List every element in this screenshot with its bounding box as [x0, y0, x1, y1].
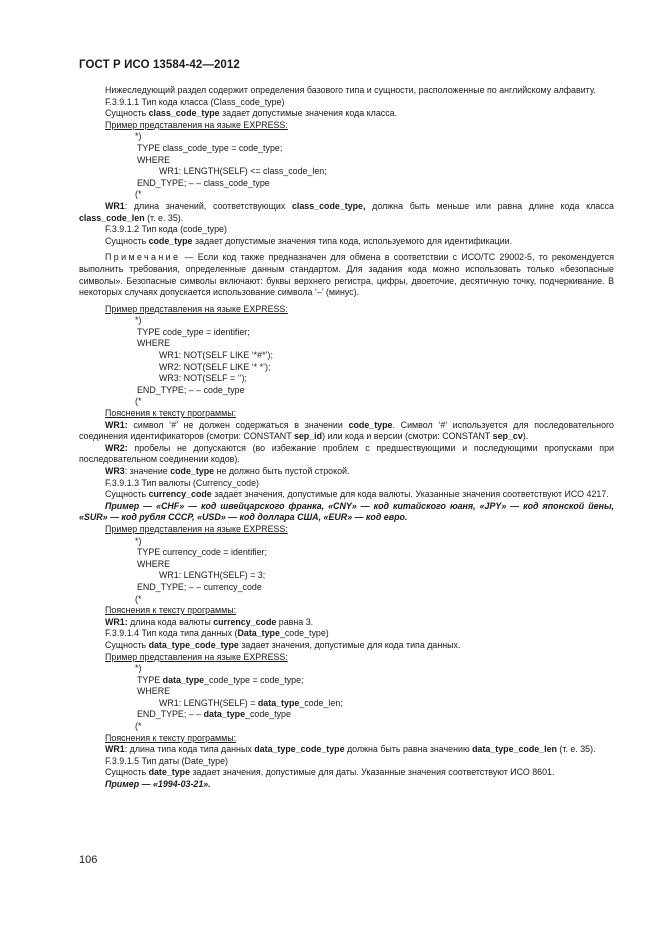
section-heading-currency-code: F.3.9.1.3 Тип валюты (Currency_code) [105, 477, 259, 488]
express-example-label: Пример представления на языке EXPRESS: [105, 523, 288, 534]
wr2-explanation: WR2: пробелы не допускаются (во избежание проблем с предшествующими и последующими пропусками при последовательном соединении кодов). [79, 442, 614, 465]
code-line: (* [135, 721, 142, 732]
section-heading-code-type: F.3.9.1.2 Тип кода (code_type) [105, 224, 227, 235]
date-example: Пример — «1994-03-21». [105, 779, 211, 790]
note-label: Примечание [105, 252, 181, 263]
code-line: END_TYPE; – – code_type [137, 384, 245, 395]
intro-paragraph: Нижеследующий раздел содержит определения базового типа и сущности, расположенные по английскому алфавиту. [105, 85, 596, 95]
wr1-explanation: WR1: длина кода валюты currency_code равна 3. [105, 616, 314, 627]
document-body [79, 85, 614, 791]
code-line: TYPE class_code_type = code_type; [137, 142, 283, 153]
code-line: WHERE [137, 558, 171, 569]
code-line: *) [135, 131, 142, 142]
date-type-description: Сущность date_type задает значения, допустимые для даты. Указанные значения соответствуют ИСО 8601. [105, 767, 555, 778]
section-heading-class-code-type: F.3.9.1.1 Тип кода класса (Class_code_type) [105, 96, 285, 107]
code-line: *) [135, 535, 142, 546]
currency-code-description: Сущность currency_code задает значения, допустимые для кода валюты. Указанные значения соответствуют ИСО 4217. [105, 489, 609, 500]
program-explanation-label: Пояснения к тексту программы: [105, 408, 237, 419]
wr3-explanation: WR3: значение code_type не должно быть пустой строкой. [105, 466, 350, 476]
wr1-explanation: WR1: длина типа кода типа данных data_type_code_type должна быть равна значению data_type_code_len (т. е. 35). [105, 744, 596, 755]
code-line: WHERE [137, 338, 171, 349]
code-line: (* [135, 593, 142, 604]
code-line: TYPE currency_code = identifier; [137, 547, 267, 558]
express-example-label: Пример представления на языке EXPRESS: [105, 651, 288, 662]
program-explanation-label: Пояснения к тексту программы: [105, 732, 237, 743]
page-number: 106 [79, 854, 98, 866]
code-line: WHERE [137, 686, 171, 697]
note-paragraph: Примечание — Если код также предназначен для обмена в соответствии с ИСО/ТС 29002-5, то рекомендуется выполнить требования, определенные данным стандартом. Для задания кода можно использовать только «безопасные символы». Безопасные символы включают: буквы верхнего регистра, цифры, двоеточие, десятичную точку, подчеркивание. В некоторых случаях допускается использование символа ‘–’ (минус). [79, 252, 614, 298]
code-line: TYPE data_type_code_type = code_type; [137, 674, 304, 685]
currency-example: Пример — «CHF» — код швейцарского франка, «CNY» — код китайского юаня, «JPY» — код японской йены, «SUR» — код рубля СССР, «USD» — код доллара США, «EUR» — код евро. [79, 500, 614, 523]
class-code-type-description: Сущность class_code_type задает допустимые значения кода класса. [105, 108, 398, 119]
data-type-code-type-description: Сущность data_type_code_type задает значения, допустимые для кода типа данных. [105, 639, 461, 650]
code-line: (* [135, 396, 142, 407]
document-header: ГОСТ Р ИСО 13584-42—2012 [79, 59, 240, 71]
code-line: WR1: LENGTH(SELF) = 3; [159, 570, 266, 581]
section-heading-date-type: F.3.9.1.5 Тип даты (Date_type) [105, 755, 228, 766]
code-line: END_TYPE; – – currency_code [137, 581, 262, 592]
code-line: (* [135, 189, 142, 200]
section-heading-data-type-code-type: F.3.9.1.4 Тип кода типа данных (Data_type_code_type) [105, 628, 329, 639]
wr-explanation: WR1: длина значений, соответствующих class_code_type, должна быть меньше или равна длине кода класса class_code_len (т. е. 35). [79, 200, 614, 223]
code-line: WR2: NOT(SELF LIKE ‘* *’); [159, 361, 271, 372]
program-explanation-label: Пояснения к тексту программы: [105, 605, 237, 616]
code-line: WR1: LENGTH(SELF) <= class_code_len; [159, 166, 327, 177]
code-line: END_TYPE; – – data_type_code_type [137, 709, 291, 720]
code-line: WHERE [137, 154, 171, 165]
express-example-label: Пример представления на языке EXPRESS: [105, 303, 288, 314]
wr1-explanation: WR1: символ ‘#’ не должен содержаться в значении code_type. Символ ‘#’ используется для последовательного соединения идентификаторов (смотри: CONSTANT sep_id) или кода и версии (смотри: CONSTANT sep_cv). [79, 419, 614, 442]
code-line: TYPE code_type = identifier; [137, 326, 250, 337]
code-line: END_TYPE; – – class_code_type [137, 177, 270, 188]
code-line: WR1: LENGTH(SELF) = data_type_code_len; [159, 697, 343, 708]
code-line: WR1: NOT(SELF LIKE ‘*#*’); [159, 350, 273, 361]
code-line: WR3: NOT(SELF = ‘’); [159, 373, 248, 384]
code-line: *) [135, 663, 142, 674]
express-example-label: Пример представления на языке EXPRESS: [105, 119, 288, 130]
code-type-description: Сущность code_type задает допустимые значения типа кода, используемого для идентификации. [105, 235, 513, 246]
code-line: *) [135, 315, 142, 326]
